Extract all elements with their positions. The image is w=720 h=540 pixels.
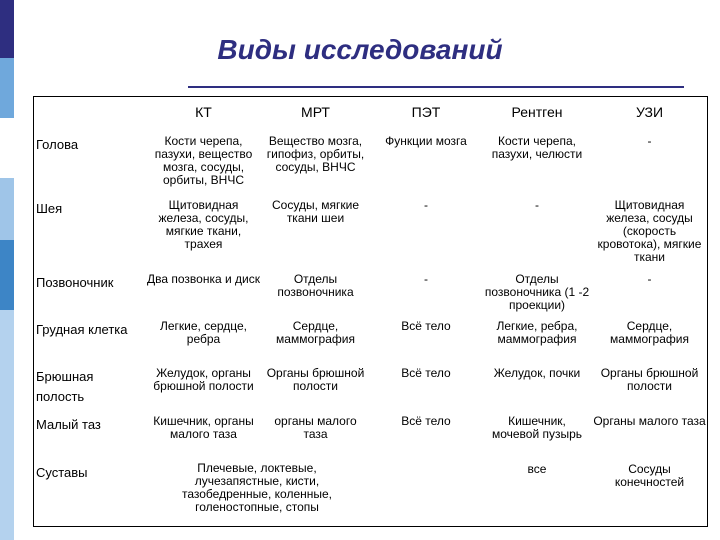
table-cell: - <box>424 198 428 212</box>
table-cell: Кишечник, мочевой пузырь <box>491 414 583 441</box>
sidebar-block <box>0 240 14 310</box>
column-header: МРТ <box>301 104 330 120</box>
table-cell: Легкие, сердце, ребра <box>159 319 248 346</box>
table-cell: Сосуды конечностей <box>614 462 685 489</box>
table-cell: все <box>527 462 547 476</box>
table-cell: Органы брюшной полости <box>266 366 365 393</box>
table-cell: Щитовидная железа, сосуды, мягкие ткани, трахея <box>158 198 249 251</box>
table-cell: - <box>647 134 652 148</box>
table-cell: - <box>424 272 428 286</box>
table-cell: Всё тело <box>401 414 451 428</box>
table-cell: - <box>535 198 539 212</box>
table-cell: органы малого таза <box>274 414 357 441</box>
table-cell: Сосуды, мягкие ткани шеи <box>272 198 359 225</box>
sidebar-decoration <box>0 0 14 540</box>
title-underline <box>188 86 684 88</box>
sidebar-block <box>0 58 14 118</box>
table-cell: Кости черепа, пазухи, челюсти <box>491 134 583 161</box>
table-cell: Вещество мозга, гипофиз, орбиты, сосуды, ВНЧС <box>266 134 365 174</box>
table-cell <box>369 462 483 522</box>
table-cell: Органы брюшной полости <box>600 366 699 393</box>
table-cell: Сердце, маммография <box>610 319 689 346</box>
table-cell: Всё тело <box>401 366 451 380</box>
row-label: Позвоночник <box>36 275 114 290</box>
table-cell: - <box>647 272 652 286</box>
table-row <box>33 272 708 319</box>
table-cell: Отделы позвоночника <box>277 272 354 299</box>
column-header: ПЭТ <box>411 104 441 120</box>
table-cell: Кости черепа, пазухи, вещество мозга, сосуды, орбиты, ВНЧС <box>154 134 253 187</box>
header-row <box>33 96 708 134</box>
row-label: Малый таз <box>36 417 101 432</box>
table-cell: Функции мозга <box>385 134 467 148</box>
table-cell: Легкие, ребра, маммография <box>496 319 578 346</box>
column-header: УЗИ <box>635 104 664 120</box>
row-label: Грудная клетка <box>36 322 128 337</box>
sidebar-block <box>0 118 14 178</box>
table-row <box>33 414 708 462</box>
table-cell: Щитовидная железа, сосуды (скорость кровотока), мягкие ткани <box>597 198 702 264</box>
table-cell: Кишечник, органы малого таза <box>153 414 254 441</box>
page-title: Виды исследований <box>217 34 503 65</box>
table-row <box>33 319 708 366</box>
table-row <box>33 198 708 272</box>
table-cell: Желудок, почки <box>493 366 581 380</box>
column-header: КТ <box>195 104 212 120</box>
table-row <box>33 366 708 414</box>
studies-table <box>33 96 708 522</box>
row-label: Голова <box>36 137 79 152</box>
row-label: Брюшная полость <box>36 369 94 404</box>
table-row <box>33 134 708 198</box>
column-header: Рентген <box>511 104 563 120</box>
table-cell-merged: Плечевые, локтевые, лучезапястные, кисти, тазобедренные, коленные, голеностопные, стопы <box>181 461 333 514</box>
table-cell: Два позвонка и диск <box>147 272 260 286</box>
sidebar-block <box>0 178 14 240</box>
table-row <box>33 462 708 522</box>
row-label: Суставы <box>36 465 88 480</box>
sidebar-block <box>0 310 14 540</box>
table-cell: Сердце, маммография <box>276 319 355 346</box>
table-cell: Органы малого таза <box>593 414 706 428</box>
header-empty <box>33 96 145 134</box>
table-cell: Всё тело <box>401 319 451 333</box>
row-label: Шея <box>36 201 63 216</box>
table-cell: Отделы позвоночника (1 -2 проекции) <box>484 272 590 312</box>
table-cell: Желудок, органы брюшной полости <box>153 366 254 393</box>
